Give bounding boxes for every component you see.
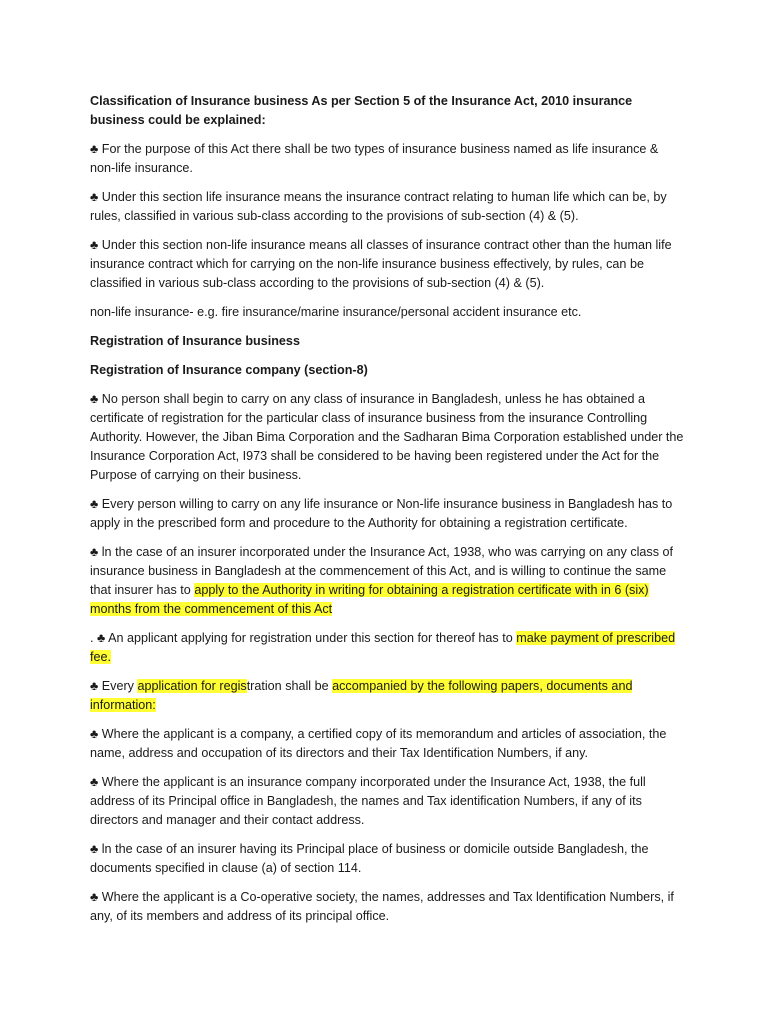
paragraph-certificate-required: ♣ No person shall begin to carry on any class of insurance in Bangladesh, unless he has obtained a certificate of registration for the particular class of insurance business from the insurance Controlling Authority. However, the Jiban Bima Corporation and the Sadharan Bima Corporation established under the Insurance Corporation Act, I973 shall be considered to be having been registered under the Act for the Purpose of carrying on their business. [90, 392, 684, 482]
paragraph-two-types: ♣ For the purpose of this Act there shall be two types of insurance business named as life insurance & non-life insurance. [90, 142, 659, 175]
highlight-apply-within-six-months: apply to the Authority in writing for obtaining a registration certificate with in 6 (six) months from the commencement of this Act [90, 583, 649, 616]
document-title: Classification of Insurance business As per Section 5 of the Insurance Act, 2010 insurance business could be explained: [90, 94, 633, 127]
paragraph-application-documents [90, 677, 686, 715]
paragraph-company-applicant: ♣ Where the applicant is a company, a certified copy of its memorandum and articles of association, the name, address and occupation of its directors and their Tax Identification Numbers, if any. [90, 727, 667, 760]
paragraph-existing-insurer [90, 543, 686, 619]
heading-registration-company: Registration of Insurance company (section-8) [90, 363, 368, 377]
prescribed-fee-text: . ♣ An applicant applying for registration under this section for thereof has to [90, 631, 517, 645]
application-text-start: ♣ Every [90, 679, 138, 693]
paragraph-life-insurance: ♣ Under this section life insurance means the insurance contract relating to human life which can be, by rules, classified in various sub-class according to the provisions of sub-section (4) & (5). [90, 190, 667, 223]
paragraph-prescribed-fee [90, 629, 686, 667]
heading-registration-business: Registration of Insurance business [90, 334, 300, 348]
highlight-payment-fee: make payment of prescribed fee. [90, 631, 676, 664]
existing-insurer-text: ♣ ln the case of an insurer incorporated under the Insurance Act, 1938, who was carrying on any class of insurance business in Bangladesh at the commencement of this Act, and is willing to continue the same that insurer has to [90, 545, 674, 597]
paragraph-insurance-company-applicant: ♣ Where the applicant is an insurance company incorporated under the Insurance Act, 1938, the full address of its Principal office in Bangladesh, the names and Tax identification Numbers, if any of its directors and manager and their contact address. [90, 775, 646, 827]
paragraph-non-life-insurance: ♣ Under this section non-life insurance means all classes of insurance contract other than the human life insurance contract which for carrying on the non-life insurance business effectively, by rules, can be classified in various sub-class according to the provisions of sub-section (4) & (5). [90, 238, 672, 290]
highlight-application-for-regis: application for regis [137, 679, 247, 693]
highlight-accompanied-documents: accompanied by the following papers, documents and information: [90, 679, 633, 712]
application-text-middle: tration shall be [246, 679, 333, 693]
paragraph-foreign-insurer: ♣ ln the case of an insurer having its Principal place of business or domicile outside Bangladesh, the documents specified in clause (a) of section 114. [90, 842, 649, 875]
paragraph-non-life-examples: non-life insurance- e.g. fire insurance/marine insurance/personal accident insurance etc. [90, 305, 582, 319]
paragraph-apply-prescribed-form: ♣ Every person willing to carry on any life insurance or Non-life insurance business in Bangladesh has to apply in the prescribed form and procedure to the Authority for obtaining a registration certificate. [90, 497, 673, 530]
paragraph-cooperative-applicant: ♣ Where the applicant is a Co-operative society, the names, addresses and Tax ldentification Numbers, if any, of its members and address of its principal office. [90, 890, 674, 923]
document-page [90, 92, 686, 936]
